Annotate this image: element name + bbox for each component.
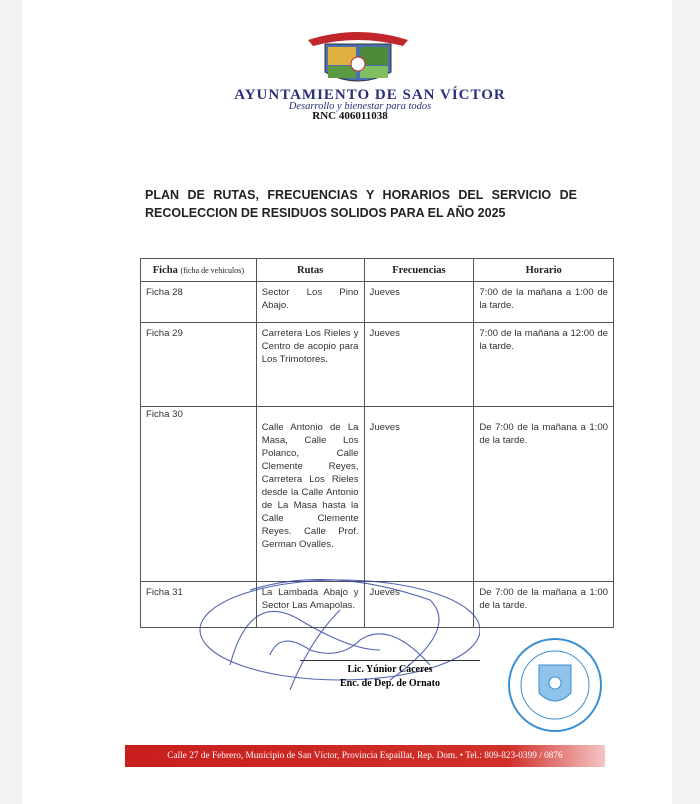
cell-horario: De 7:00 de la mañana a 1:00 de la tarde.	[474, 582, 614, 628]
header-frecuencias: Frecuencias	[364, 259, 474, 282]
slogan: Desarrollo y bienestar para todos	[288, 101, 432, 112]
cell-frecuencia: Jueves	[364, 323, 474, 407]
signatory-role: Enc. de Dep. de Ornato	[340, 678, 440, 689]
municipal-coat-of-arms-logo	[303, 28, 413, 90]
cell-rutas: Carretera Los Rieles y Centro de acopio para Los Trimotores.	[256, 323, 364, 407]
cell-horario: 7:00 de la mañana a 1:00 de la tarde.	[474, 282, 614, 323]
cell-ficha: Ficha 29	[141, 323, 257, 407]
table-header-row	[141, 259, 614, 282]
table-row	[141, 282, 614, 323]
cell-rutas: Calle Antonio de La Masa, Calle Los Polanco, Calle Clemente Reyes, Carretera Los Rieles desde la Calle Antonio de La Masa hasta la Calle Clemente Reyes. Calle Prof. German Ovalles.	[256, 407, 364, 582]
official-stamp	[505, 635, 605, 735]
cell-ficha: Ficha 30	[141, 407, 257, 582]
rnc-number: RNC 406011038	[312, 110, 388, 122]
header-rutas: Rutas	[256, 259, 364, 282]
header-horario: Horario	[474, 259, 614, 282]
document-title: PLAN DE RUTAS, FRECUENCIAS Y HORARIOS DEL SERVICIO DE RECOLECCION DE RESIDUOS SOLIDOS PARA EL AÑO 2025	[145, 188, 577, 220]
cell-rutas: La Lambada Abajo y Sector Las Amapolas.	[256, 582, 364, 628]
footer-address-bar: Calle 27 de Febrero, Municipio de San Víctor, Provincia Espaillat, Rep. Dom. • Tel.: 809-823-0399 / 0876	[125, 745, 605, 767]
table-row	[141, 323, 614, 407]
cell-horario: 7:00 de la mañana a 12:00 de la tarde.	[474, 323, 614, 407]
cell-ficha: Ficha 31	[141, 582, 257, 628]
signature-block	[300, 660, 480, 691]
table-row	[141, 407, 614, 582]
cell-frecuencia: Jueves	[364, 282, 474, 323]
cell-frecuencia: Jueves	[364, 582, 474, 628]
signatory-name: Lic. Yúnior Cáceres	[347, 664, 433, 675]
cell-rutas: Sector Los Pino Abajo.	[256, 282, 364, 323]
cell-ficha: Ficha 28	[141, 282, 257, 323]
cell-horario: De 7:00 de la mañana a 1:00 de la tarde.	[474, 407, 614, 582]
header-ficha: Ficha (ficha de vehiculos)	[141, 259, 257, 282]
municipality-name: AYUNTAMIENTO DE SAN VÍCTOR	[234, 87, 506, 103]
cell-frecuencia: Jueves	[364, 407, 474, 582]
